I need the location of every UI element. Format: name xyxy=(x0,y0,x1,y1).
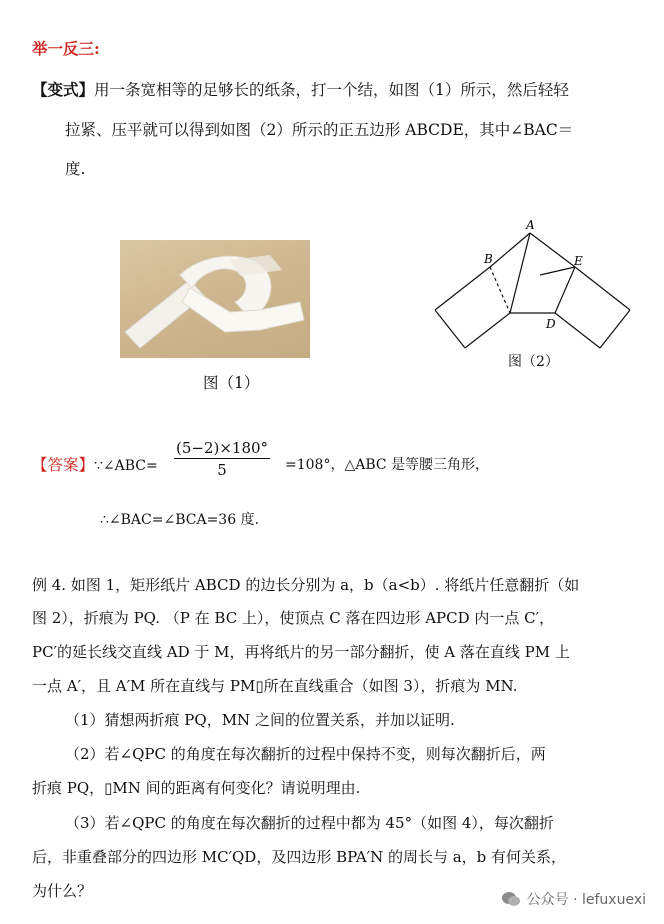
variant-line-3: 度. xyxy=(65,160,86,178)
answer-fraction xyxy=(174,438,270,481)
figure-1-photo xyxy=(120,240,310,358)
question-3-line-2: 后，非重叠部分的四边形 MC′QD，及四边形 BPA′N 的周长与 a，b 有何关系， xyxy=(32,848,567,866)
example4-line-4: 一点 A′，且 A′M 所在直线与 PM▯所在直线重合（如图 3），折痕为 MN. xyxy=(32,677,518,695)
paper-knot-image xyxy=(120,240,310,358)
question-2-line-2: 折痕 PQ，▯MN 间的距离有何变化？请说明理由. xyxy=(32,779,361,797)
question-2-line-1: （2）若∠QPC 的角度在每次翻折的过程中保持不变，则每次翻折后，两 xyxy=(65,745,546,763)
example4-line-1: 例 4. 如图 1，矩形纸片 ABCD 的边长分别为 a，b（a<b）. 将纸片任意翻折（如 xyxy=(32,576,580,594)
label-A: A xyxy=(526,218,535,232)
watermark-text: 公众号 · lefuxuexi xyxy=(526,892,646,908)
variant-text-1: 用一条宽相等的足够长的纸条，打一个结，如图（1）所示，然后轻轻 xyxy=(94,81,569,99)
answer-conclusion: ∴∠BAC=∠BCA=36 度. xyxy=(100,512,260,528)
figure-1-caption: 图（1） xyxy=(203,374,260,392)
variant-tag: 【变式】 xyxy=(32,80,95,99)
answer-tag: 【答案】 xyxy=(32,456,95,474)
answer-line xyxy=(32,454,158,477)
section-title: 举一反三: xyxy=(32,39,100,58)
figure-2-caption: 图（2） xyxy=(508,354,559,370)
example4-line-2: 图 2），折痕为 PQ. （P 在 BC 上），使顶点 C 落在四边形 APCD 内一点 C′， xyxy=(32,609,555,627)
variant-line-2: 拉紧、压平就可以得到如图（2）所示的正五边形 ABCDE，其中∠BAC＝ xyxy=(65,121,574,139)
answer-prefix: ∵∠ABC= xyxy=(94,458,158,474)
fraction-denominator: 5 xyxy=(217,461,227,479)
label-B: B xyxy=(484,252,493,266)
question-1: （1）猜想两折痕 PQ，MN 之间的位置关系，并加以证明. xyxy=(65,711,455,729)
figure-2-diagram xyxy=(430,215,640,350)
label-D: D xyxy=(546,317,556,331)
question-3-line-1: （3）若∠QPC 的角度在每次翻折的过程中都为 45°（如图 4），每次翻折 xyxy=(65,814,554,832)
watermark xyxy=(501,889,646,909)
variant-line-1 xyxy=(32,79,569,101)
example4-line-3: PC′的延长线交直线 AD 于 M，再将纸片的另一部分翻折，使 A 落在直线 PM 上 xyxy=(32,643,570,661)
answer-suffix: =108°，△ABC 是等腰三角形， xyxy=(285,457,490,473)
fraction-numerator: (5−2)×180° xyxy=(176,439,269,457)
question-3-line-3: 为什么？ xyxy=(32,882,93,900)
wechat-icon xyxy=(501,891,521,907)
label-E: E xyxy=(574,254,583,268)
